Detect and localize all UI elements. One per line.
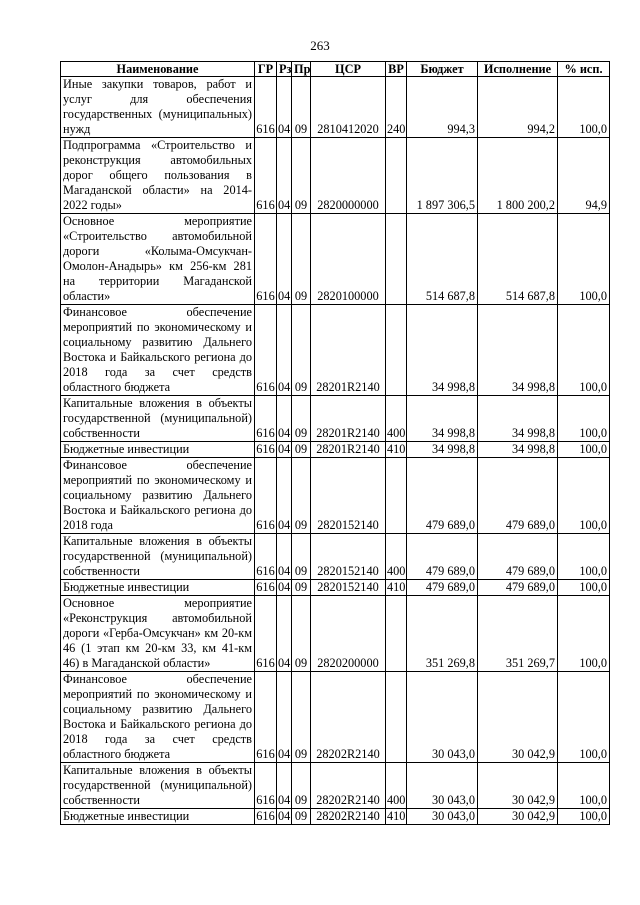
row-csr: 2820000000 <box>311 138 386 214</box>
row-vr: 400 <box>386 396 407 442</box>
header-percent: % исп. <box>558 62 610 77</box>
row-csr: 2820152140 <box>311 534 386 580</box>
row-rz: 04 <box>277 672 292 763</box>
row-percent: 100,0 <box>558 214 610 305</box>
table-row <box>61 534 610 580</box>
row-csr: 28201R2140 <box>311 305 386 396</box>
row-name: Подпрограмма «Строительство и реконструкция автомобильных дорог общего пользования в Магаданской области» на 2014-2022 годы» <box>61 138 255 214</box>
row-name: Капитальные вложения в объекты государственной (муниципальной) собственности <box>61 534 255 580</box>
row-gr: 616 <box>256 809 275 823</box>
row-rz: 04 <box>278 580 291 594</box>
row-csr: 28202R2140 <box>311 672 386 763</box>
row-vr: 400 <box>386 763 407 809</box>
header-gr: ГР <box>255 62 277 77</box>
row-percent: 100,0 <box>558 305 610 396</box>
row-pr: 09 <box>292 396 311 442</box>
row-csr: 28201R2140 <box>311 442 386 458</box>
row-percent: 94,9 <box>558 138 610 214</box>
table-row <box>61 809 610 825</box>
row-execution: 994,2 <box>478 77 558 138</box>
table-header-row <box>61 62 610 77</box>
row-name: Основное мероприятие «Реконструкция автомобильной дороги «Герба-Омсукчан» км 20-км 46 (1 этап км 20-км 33, км 41-км 46) в Магаданской области» <box>61 596 255 672</box>
row-execution: 479 689,0 <box>478 458 558 534</box>
row-pr: 09 <box>292 214 311 305</box>
table-row <box>61 396 610 442</box>
row-csr: 2820152140 <box>311 580 386 596</box>
row-execution: 30 042,9 <box>478 809 558 825</box>
row-budget: 479 689,0 <box>407 458 478 534</box>
row-csr: 28202R2140 <box>311 809 386 825</box>
row-vr: 400 <box>386 534 407 580</box>
row-vr <box>386 458 407 534</box>
row-name: Финансовое обеспечение мероприятий по экономическому и социальному развитию Дальнего Востока и Байкальского региона до 2018 года за счет средств областного бюджета <box>61 672 255 763</box>
row-execution: 34 998,8 <box>478 305 558 396</box>
row-gr: 616 <box>256 442 275 456</box>
header-pr: Пр <box>292 62 311 77</box>
row-budget: 1 897 306,5 <box>407 138 478 214</box>
row-execution: 514 687,8 <box>478 214 558 305</box>
row-name: Капитальные вложения в объекты государственной (муниципальной) собственности <box>61 396 255 442</box>
page-number: 263 <box>310 38 330 53</box>
row-pr: 09 <box>292 77 311 138</box>
row-execution: 479 689,0 <box>478 580 558 596</box>
row-pr: 09 <box>292 458 311 534</box>
row-csr: 2810412020 <box>311 77 386 138</box>
row-execution: 1 800 200,2 <box>478 138 558 214</box>
row-vr: 240 <box>386 77 407 138</box>
row-budget: 34 998,8 <box>407 305 478 396</box>
row-rz: 04 <box>277 396 292 442</box>
table-row <box>61 763 610 809</box>
row-name: Основное мероприятие «Строительство автомобильной дороги «Колыма-Омсукчан-Омолон-Анадырь» км 256-км 281 на территории Магаданской области» <box>61 214 255 305</box>
header-budget: Бюджет <box>407 62 478 77</box>
row-pr: 09 <box>292 580 311 596</box>
row-gr: 616 <box>255 596 277 672</box>
row-percent: 100,0 <box>558 77 610 138</box>
row-vr <box>386 305 407 396</box>
row-percent: 100,0 <box>558 396 610 442</box>
row-budget: 34 998,8 <box>407 442 478 458</box>
row-pr: 09 <box>292 138 311 214</box>
row-name: Бюджетные инвестиции <box>61 442 255 458</box>
row-execution: 34 998,8 <box>478 442 558 458</box>
row-rz: 04 <box>277 214 292 305</box>
row-rz: 04 <box>277 138 292 214</box>
row-gr: 616 <box>255 458 277 534</box>
row-execution: 479 689,0 <box>478 534 558 580</box>
row-pr: 09 <box>292 809 311 825</box>
table-row <box>61 596 610 672</box>
row-vr: 410 <box>387 442 406 456</box>
table-row <box>61 214 610 305</box>
table-row <box>61 580 610 596</box>
row-budget: 514 687,8 <box>407 214 478 305</box>
row-gr: 616 <box>255 534 277 580</box>
row-budget: 994,3 <box>407 77 478 138</box>
row-pr: 09 <box>292 672 311 763</box>
row-gr: 616 <box>255 672 277 763</box>
row-gr: 616 <box>255 214 277 305</box>
row-rz: 04 <box>278 442 291 456</box>
budget-table <box>60 61 610 825</box>
row-execution: 34 998,8 <box>478 396 558 442</box>
row-gr: 616 <box>255 763 277 809</box>
row-percent: 100,0 <box>558 580 610 596</box>
table-row <box>61 672 610 763</box>
row-vr: 410 <box>387 809 406 823</box>
row-vr <box>386 138 407 214</box>
row-rz: 04 <box>277 458 292 534</box>
row-percent: 100,0 <box>558 763 610 809</box>
row-name: Финансовое обеспечение мероприятий по экономическому и социальному развитию Дальнего Востока и Байкальского региона до 2018 года <box>61 458 255 534</box>
row-pr: 09 <box>292 534 311 580</box>
row-budget: 30 043,0 <box>407 809 478 825</box>
header-rz: Рз <box>277 62 292 77</box>
row-gr: 616 <box>255 138 277 214</box>
header-execution: Исполнение <box>478 62 558 77</box>
row-execution: 30 042,9 <box>478 763 558 809</box>
row-gr: 616 <box>255 305 277 396</box>
header-csr: ЦСР <box>311 62 386 77</box>
row-name: Финансовое обеспечение мероприятий по экономическому и социальному развитию Дальнего Востока и Байкальского региона до 2018 года за счет средств областного бюджета <box>61 305 255 396</box>
row-gr: 616 <box>256 580 275 594</box>
row-pr: 09 <box>292 596 311 672</box>
row-name: Капитальные вложения в объекты государственной (муниципальной) собственности <box>61 763 255 809</box>
row-pr: 09 <box>292 442 311 458</box>
row-csr: 28201R2140 <box>311 396 386 442</box>
row-gr: 616 <box>255 77 277 138</box>
row-percent: 100,0 <box>558 534 610 580</box>
row-pr: 09 <box>292 763 311 809</box>
row-rz: 04 <box>277 534 292 580</box>
table-row <box>61 138 610 214</box>
row-vr <box>386 214 407 305</box>
row-percent: 100,0 <box>558 458 610 534</box>
row-csr: 28202R2140 <box>311 763 386 809</box>
row-csr: 2820152140 <box>311 458 386 534</box>
row-budget: 351 269,8 <box>407 596 478 672</box>
row-name: Иные закупки товаров, работ и услуг для обеспечения государственных (муниципальных) нужд <box>61 77 255 138</box>
row-vr <box>386 672 407 763</box>
row-pr: 09 <box>292 305 311 396</box>
row-rz: 04 <box>277 763 292 809</box>
row-rz: 04 <box>277 596 292 672</box>
row-budget: 479 689,0 <box>407 534 478 580</box>
row-budget: 479 689,0 <box>407 580 478 596</box>
row-vr <box>386 596 407 672</box>
row-percent: 100,0 <box>558 442 610 458</box>
row-gr: 616 <box>255 396 277 442</box>
row-vr: 410 <box>387 580 406 594</box>
row-budget: 30 043,0 <box>407 763 478 809</box>
row-budget: 30 043,0 <box>407 672 478 763</box>
row-execution: 30 042,9 <box>478 672 558 763</box>
table-row <box>61 458 610 534</box>
row-percent: 100,0 <box>558 672 610 763</box>
row-csr: 2820200000 <box>311 596 386 672</box>
header-name: Наименование <box>61 62 255 77</box>
row-rz: 04 <box>277 77 292 138</box>
table-row <box>61 305 610 396</box>
row-budget: 34 998,8 <box>407 396 478 442</box>
row-name: Бюджетные инвестиции <box>61 809 255 825</box>
row-percent: 100,0 <box>558 809 610 825</box>
row-percent: 100,0 <box>558 596 610 672</box>
table-row <box>61 442 610 458</box>
table-row <box>61 77 610 138</box>
row-rz: 04 <box>277 305 292 396</box>
row-csr: 2820100000 <box>311 214 386 305</box>
header-vr: ВР <box>386 62 407 77</box>
row-execution: 351 269,7 <box>478 596 558 672</box>
row-rz: 04 <box>278 809 291 823</box>
row-name: Бюджетные инвестиции <box>61 580 255 596</box>
